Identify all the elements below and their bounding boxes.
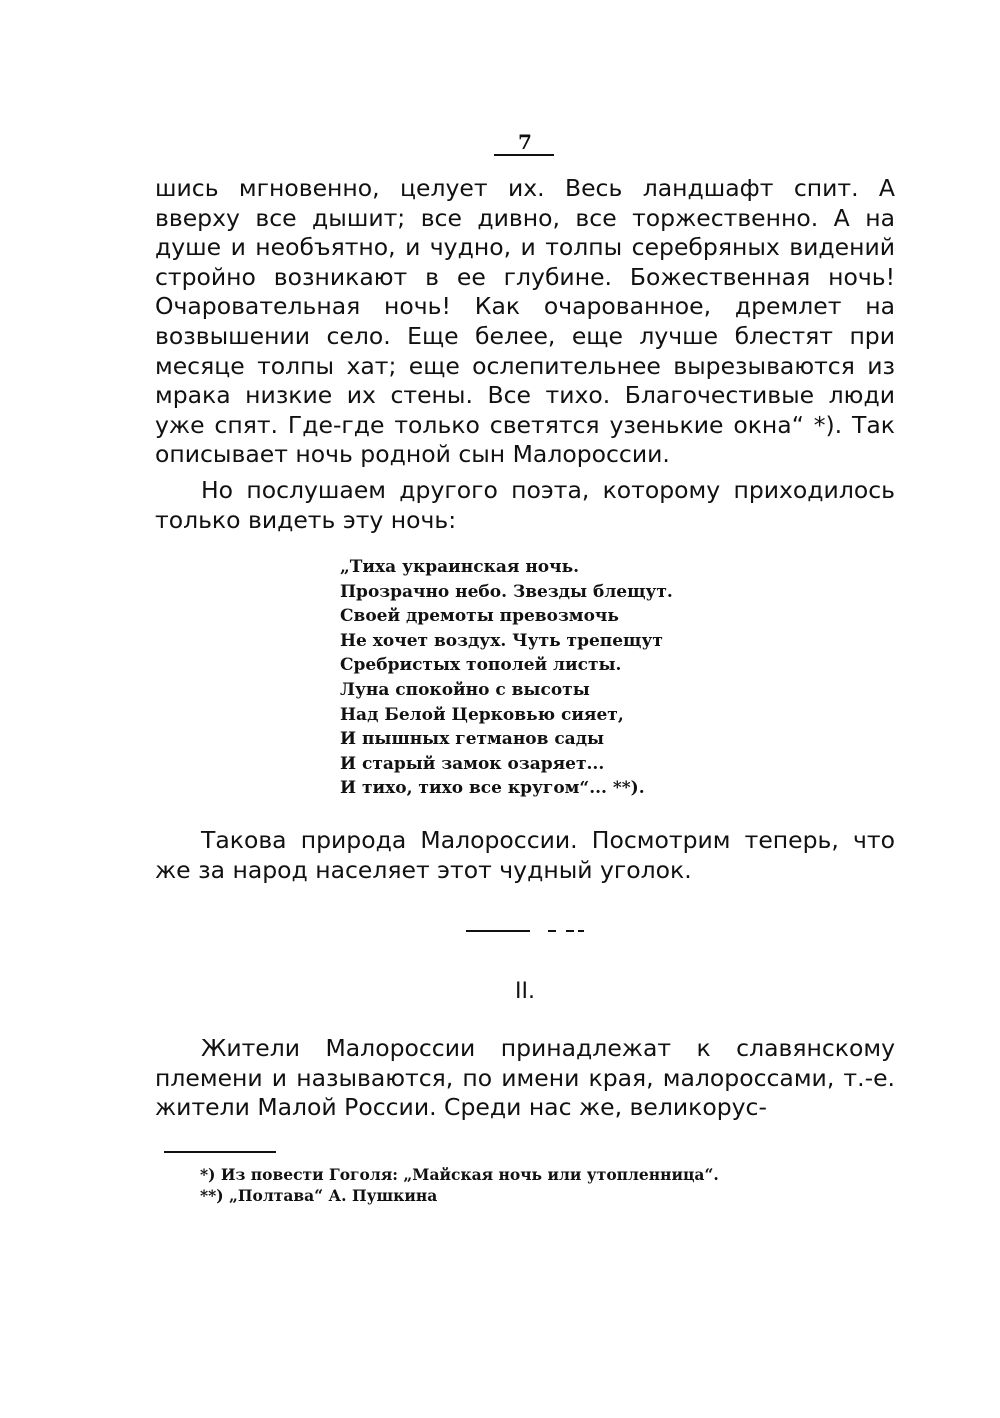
page-number: 7 — [518, 130, 532, 154]
poem-line: И пышных гетманов сады — [340, 729, 605, 750]
poem-line: Луна спокойно с высоты — [340, 679, 590, 700]
poem-line: Сребристых тополей листы. — [340, 655, 622, 676]
paragraph-text: Жители Малороссии принадлежат к славянскому племени и называются, по имени края, малороссами, т.-е. жители Малой России. Среди нас же, великорус- — [155, 1034, 895, 1122]
section-separator-dash — [566, 930, 574, 932]
poem-line: Прозрачно небо. Звезды блещут. — [340, 581, 673, 602]
footnote-rule — [164, 1151, 276, 1153]
section-separator-dash — [578, 930, 584, 932]
poem-line: Не хочет воздух. Чуть трепещут — [340, 630, 663, 651]
footnote-pushkin: **) „Полтава“ А. Пушкина — [200, 1186, 438, 1205]
paragraph-intro-poem — [155, 476, 895, 535]
page-number-rule — [494, 154, 554, 156]
poem-quote — [340, 555, 673, 801]
poem-line: Над Белой Церковью сияет, — [340, 704, 624, 725]
poem-line: Своей дремоты превозмочь — [340, 606, 619, 627]
paragraph-text: шись мгновенно, целует их. Весь ландшафт спит. А вверху все дышит; все дивно, все торжественно. А на душе и необъятно, и чудно, и толпы серебряных видений стройно возникают в ее глубине. Божественная ночь! Очаровательная ночь! Как очарованное, дремлет на возвышении село. Еще белее, еще лучше блестят при месяце толпы хат; еще ослепительнее вырезываются из мрака низкие их стены. Все тихо. Благочестивые люди уже спят. Где-где только светятся узенькие окна“ *). Так описывает ночь родной сын Малороссии. — [155, 174, 895, 469]
section-separator — [466, 930, 530, 932]
poem-line: И старый замок озаряет... — [340, 753, 605, 774]
paragraph-text: Но послушаем другого поэта, которому приходилось только видеть эту ночь: — [155, 476, 895, 534]
paragraph-inhabitants — [155, 1034, 895, 1123]
paragraph-nature-summary — [155, 826, 895, 885]
section-separator-dash — [548, 930, 556, 932]
poem-line: И тихо, тихо все кругом“... **). — [340, 778, 645, 799]
footnote-gogol: *) Из повести Гоголя: „Майская ночь или утопленница“. — [200, 1165, 719, 1184]
paragraph-continuation — [155, 174, 895, 470]
footnotes — [200, 1164, 719, 1206]
paragraph-text: Такова природа Малороссии. Посмотрим теперь, что же за народ населяет этот чудный уголок. — [155, 826, 895, 884]
section-heading: II. — [515, 979, 535, 1004]
poem-line: „Тиха украинская ночь. — [340, 557, 580, 577]
